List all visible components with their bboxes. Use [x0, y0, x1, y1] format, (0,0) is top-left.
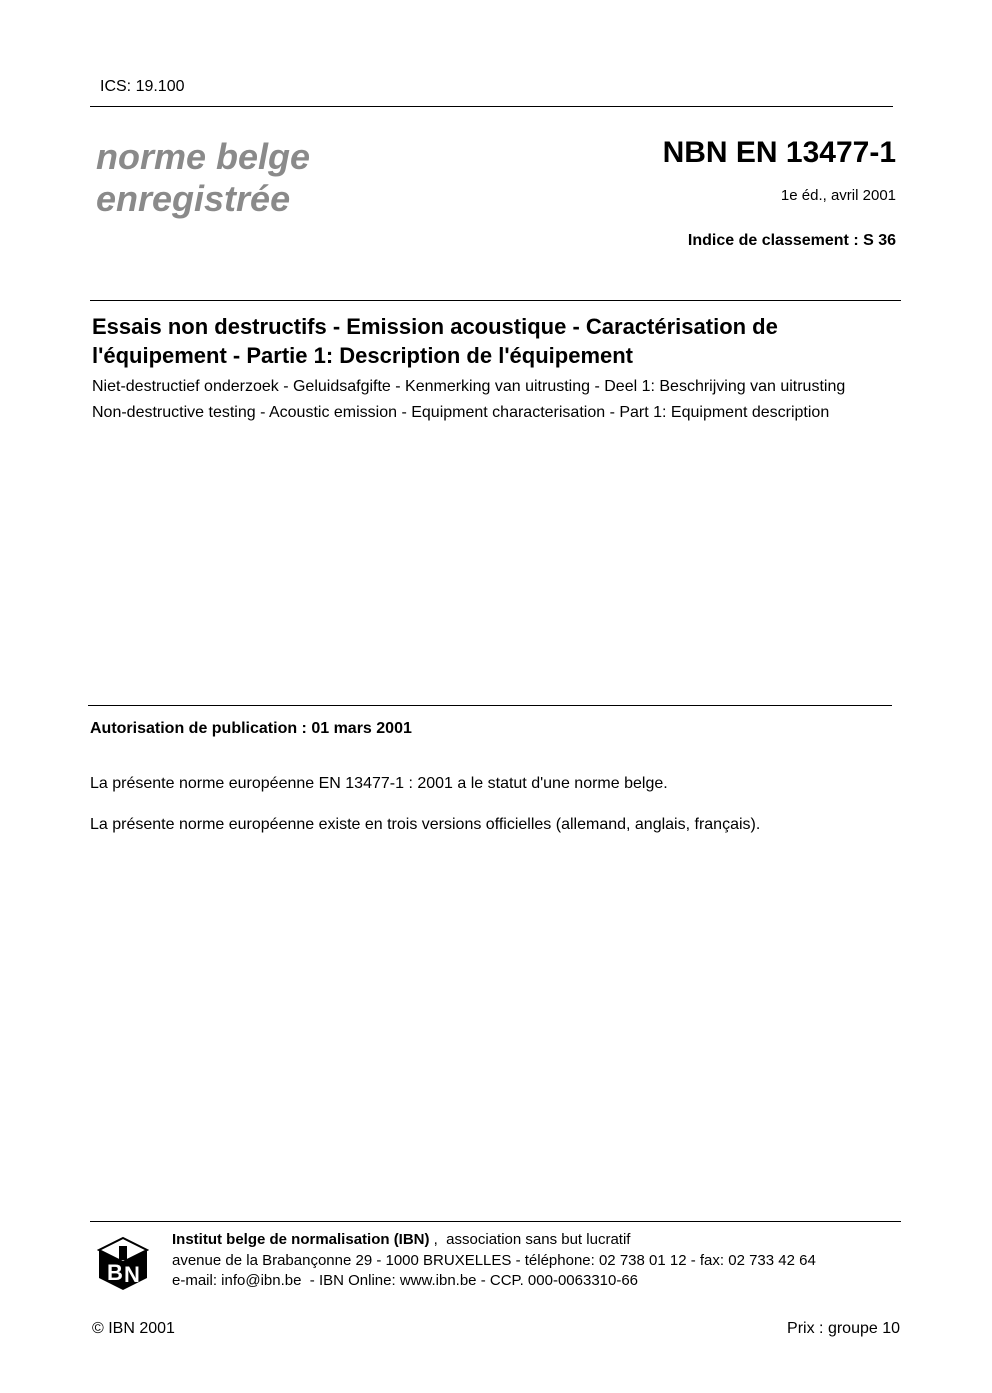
svg-text:N: N: [124, 1262, 140, 1287]
status-paragraph: La présente norme européenne EN 13477-1 : 2001 a le statut d'une norme belge.: [90, 775, 668, 792]
classification-index: Indice de classement : S 36: [687, 232, 896, 249]
publication-authorisation: Autorisation de publication : 01 mars 2001: [90, 720, 412, 737]
versions-paragraph: La présente norme européenne existe en trois versions officielles (allemand, anglais, français).: [90, 816, 761, 833]
title-rule: [90, 300, 901, 301]
title-french: Essais non destructifs - Emission acoustique - Caractérisation de l'équipement - Partie 1: Description de l'équipement: [92, 314, 778, 368]
copyright: © IBN 2001: [92, 1320, 175, 1337]
footer-organisation: [172, 1231, 630, 1248]
organisation-suffix: , association sans but lucratif: [429, 1231, 631, 1248]
footer-contact: e-mail: info@ibn.be - IBN Online: www.ibn.be - CCP. 000-0063310-66: [172, 1272, 639, 1289]
publication-rule: [88, 705, 892, 706]
organisation-name: Institut belge de normalisation (IBN): [172, 1231, 430, 1248]
ics-code: ICS: 19.100: [100, 78, 185, 95]
brand-line-2: enregistrée: [96, 178, 291, 219]
footer-address: avenue de la Brabançonne 29 - 1000 BRUXELLES - téléphone: 02 738 01 12 - fax: 02 733 42 64: [172, 1252, 816, 1269]
svg-text:B: B: [107, 1260, 123, 1285]
ibn-logo-icon: [97, 1236, 149, 1292]
title-english: Non-destructive testing - Acoustic emission - Equipment characterisation - Part 1: Equipment description: [92, 404, 830, 421]
top-rule: [90, 106, 893, 107]
edition-date: 1e éd., avril 2001: [780, 187, 896, 204]
standard-number: NBN EN 13477-1: [662, 136, 896, 169]
footer-rule: [90, 1221, 901, 1222]
title-dutch: Niet-destructief onderzoek - Geluidsafgifte - Kenmerking van uitrusting - Deel 1: Beschrijving van uitrusting: [92, 378, 846, 395]
price-group: Prix : groupe 10: [787, 1320, 900, 1337]
brand-title: [96, 136, 476, 220]
brand-line-1: norme belge: [96, 136, 311, 177]
